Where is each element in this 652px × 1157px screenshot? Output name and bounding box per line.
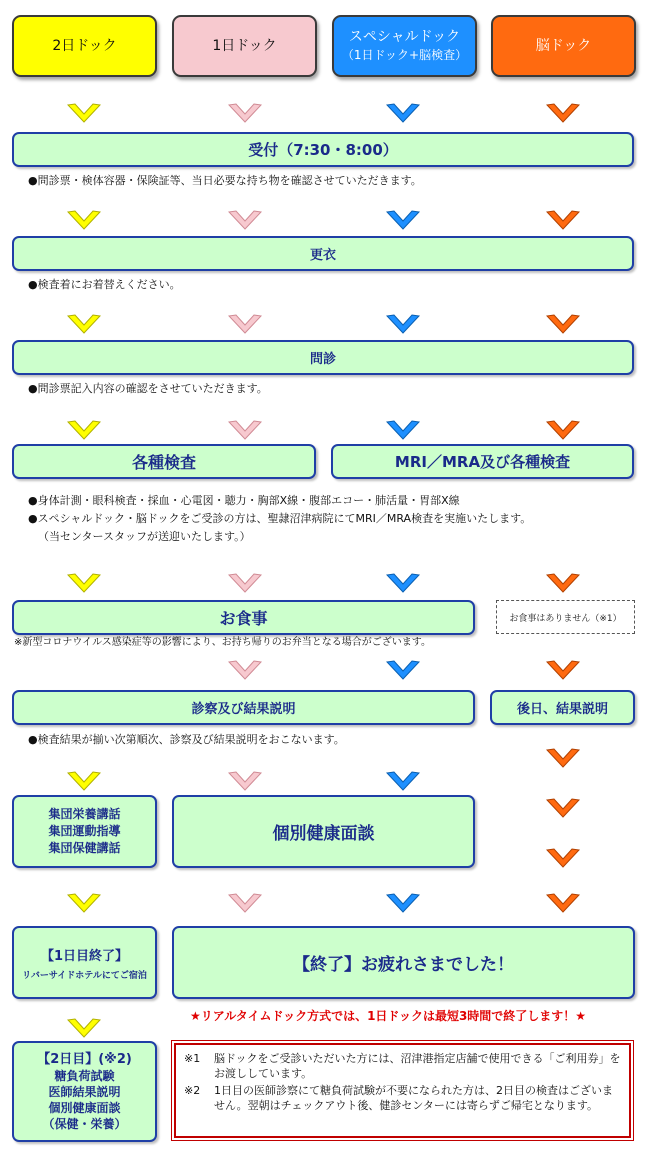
down-chevron-icon	[386, 314, 420, 334]
down-chevron-icon	[546, 848, 580, 868]
down-chevron-icon	[67, 573, 101, 593]
step-mri-exams	[331, 444, 634, 479]
down-chevron-icon	[67, 893, 101, 913]
down-chevron-icon	[228, 103, 262, 123]
day2-individual-interview: 個別健康面談	[48, 1100, 121, 1115]
day1-hotel-label: リバーサイドホテルにてご宿泊	[22, 970, 147, 981]
step-interview-label: 問診	[309, 352, 336, 367]
step-day1-end	[12, 926, 157, 999]
step-change-clothes	[12, 236, 634, 271]
header-brain-dock	[491, 15, 636, 77]
down-chevron-icon	[386, 771, 420, 791]
day2-doctor-results: 医師結果説明	[48, 1084, 121, 1099]
step-mri-label: MRI／MRA及び各種検査	[394, 453, 571, 471]
step-interview	[12, 340, 634, 375]
header-two-day-dock	[12, 15, 157, 77]
down-chevron-icon	[67, 210, 101, 230]
step-consultation	[12, 690, 475, 725]
down-chevron-icon	[67, 771, 101, 791]
down-chevron-icon	[228, 660, 262, 680]
step-reception	[12, 132, 634, 167]
day2-glucose-test: 糖負荷試験	[54, 1068, 115, 1083]
no-meal-label: お食事はありません（※1）	[509, 613, 622, 624]
header-special-label: スペシャルドック	[348, 29, 461, 45]
footnotes-box	[174, 1043, 631, 1138]
header-brain-label: 脳ドック	[535, 38, 592, 54]
down-chevron-icon	[546, 893, 580, 913]
step-exams	[12, 444, 316, 479]
footnote-2	[184, 1083, 621, 1113]
step-finish-label: 【終了】お疲れさまでした！	[293, 955, 514, 975]
step-later-results	[490, 690, 635, 725]
down-chevron-icon	[386, 573, 420, 593]
note-reception: ●問診票・検体容器・保険証等、当日必要な持ち物を確認させていただきます。	[28, 174, 422, 187]
step-change-label: 更衣	[309, 248, 336, 263]
day1-end-label: 【1日目終了】	[40, 948, 129, 964]
note-meal: ※新型コロナウイルス感染症等の影響により、お持ち帰りのお弁当となる場合がございます。	[14, 637, 431, 648]
step-reception-label: 受付（7:30・8:00）	[248, 141, 398, 159]
footnote-1-mark: ※1	[184, 1052, 201, 1065]
down-chevron-icon	[67, 314, 101, 334]
note-change-clothes: ●検査着にお着替えください。	[28, 278, 181, 291]
day2-health-nutrition: （保健・栄養）	[42, 1116, 127, 1131]
realtime-note: ★リアルタイムドック方式では、1日ドックは最短3時間で終了します！★	[190, 1009, 587, 1023]
group-nutrition-label: 集団栄養講話	[48, 807, 121, 821]
down-chevron-icon	[228, 314, 262, 334]
down-chevron-icon	[546, 103, 580, 123]
group-health-label: 集団保健講話	[48, 841, 121, 855]
step-meal-label: お食事	[219, 609, 268, 628]
down-chevron-icon	[546, 314, 580, 334]
footnote-2-mark: ※2	[184, 1084, 201, 1097]
step-later-label: 後日、結果説明	[516, 702, 608, 717]
footnote-2-text: 1日目の医師診察にて糖負荷試験が不要になられた方は、2日目の検査はございません。翌朝はチェックアウト後、健診センターには寄らずご帰宅となります。	[214, 1084, 613, 1112]
step-individual-interview	[172, 795, 475, 868]
step-consultation-label: 診察及び結果説明	[191, 702, 296, 717]
down-chevron-icon	[386, 210, 420, 230]
note-consultation: ●検査結果が揃い次第順次、診察及び結果説明をおこないます。	[28, 733, 345, 746]
down-chevron-icon	[546, 660, 580, 680]
step-day2	[12, 1041, 157, 1142]
down-chevron-icon	[228, 893, 262, 913]
note-exams-list: ●身体計測・眼科検査・採血・心電図・聴力・胸部X線・腹部エコー・肺活量・胃部X線	[28, 494, 460, 507]
note-exams-mri: ●スペシャルドック・脳ドックをご受診の方は、聖隷沼津病院にてMRI／MRA検査を実施いたします。	[28, 512, 532, 525]
footnote-1-text: 脳ドックをご受診いただいた方には、沼津港指定店舗で使用できる「ご利用券」をお渡ししています。	[214, 1052, 621, 1080]
down-chevron-icon	[386, 660, 420, 680]
header-two-day-label: 2日ドック	[52, 38, 117, 54]
group-exercise-label: 集団運動指導	[48, 824, 121, 838]
down-chevron-icon	[67, 1018, 101, 1038]
footnote-1	[184, 1051, 621, 1081]
down-chevron-icon	[228, 771, 262, 791]
down-chevron-icon	[228, 210, 262, 230]
down-chevron-icon	[546, 798, 580, 818]
day2-title: 【2日目】(※2)	[37, 1051, 132, 1067]
step-group-sessions	[12, 795, 157, 868]
down-chevron-icon	[386, 893, 420, 913]
down-chevron-icon	[546, 748, 580, 768]
down-chevron-icon	[546, 210, 580, 230]
note-interview: ●問診票記入内容の確認をさせていただきます。	[28, 382, 268, 395]
down-chevron-icon	[67, 103, 101, 123]
step-meal	[12, 600, 475, 635]
step-finish	[172, 926, 635, 999]
no-meal-box	[496, 600, 635, 634]
down-chevron-icon	[67, 420, 101, 440]
down-chevron-icon	[228, 420, 262, 440]
down-chevron-icon	[386, 420, 420, 440]
header-one-day-label: 1日ドック	[212, 38, 277, 54]
down-chevron-icon	[228, 573, 262, 593]
note-exams-shuttle: （当センタースタッフが送迎いたします。）	[38, 530, 251, 543]
down-chevron-icon	[546, 573, 580, 593]
header-one-day-dock	[172, 15, 317, 77]
header-special-dock	[332, 15, 477, 77]
down-chevron-icon	[546, 420, 580, 440]
step-exams-label: 各種検査	[131, 453, 196, 472]
step-individual-label: 個別健康面談	[272, 824, 375, 844]
header-special-sublabel: （1日ドック+脳検査）	[341, 48, 468, 62]
down-chevron-icon	[386, 103, 420, 123]
